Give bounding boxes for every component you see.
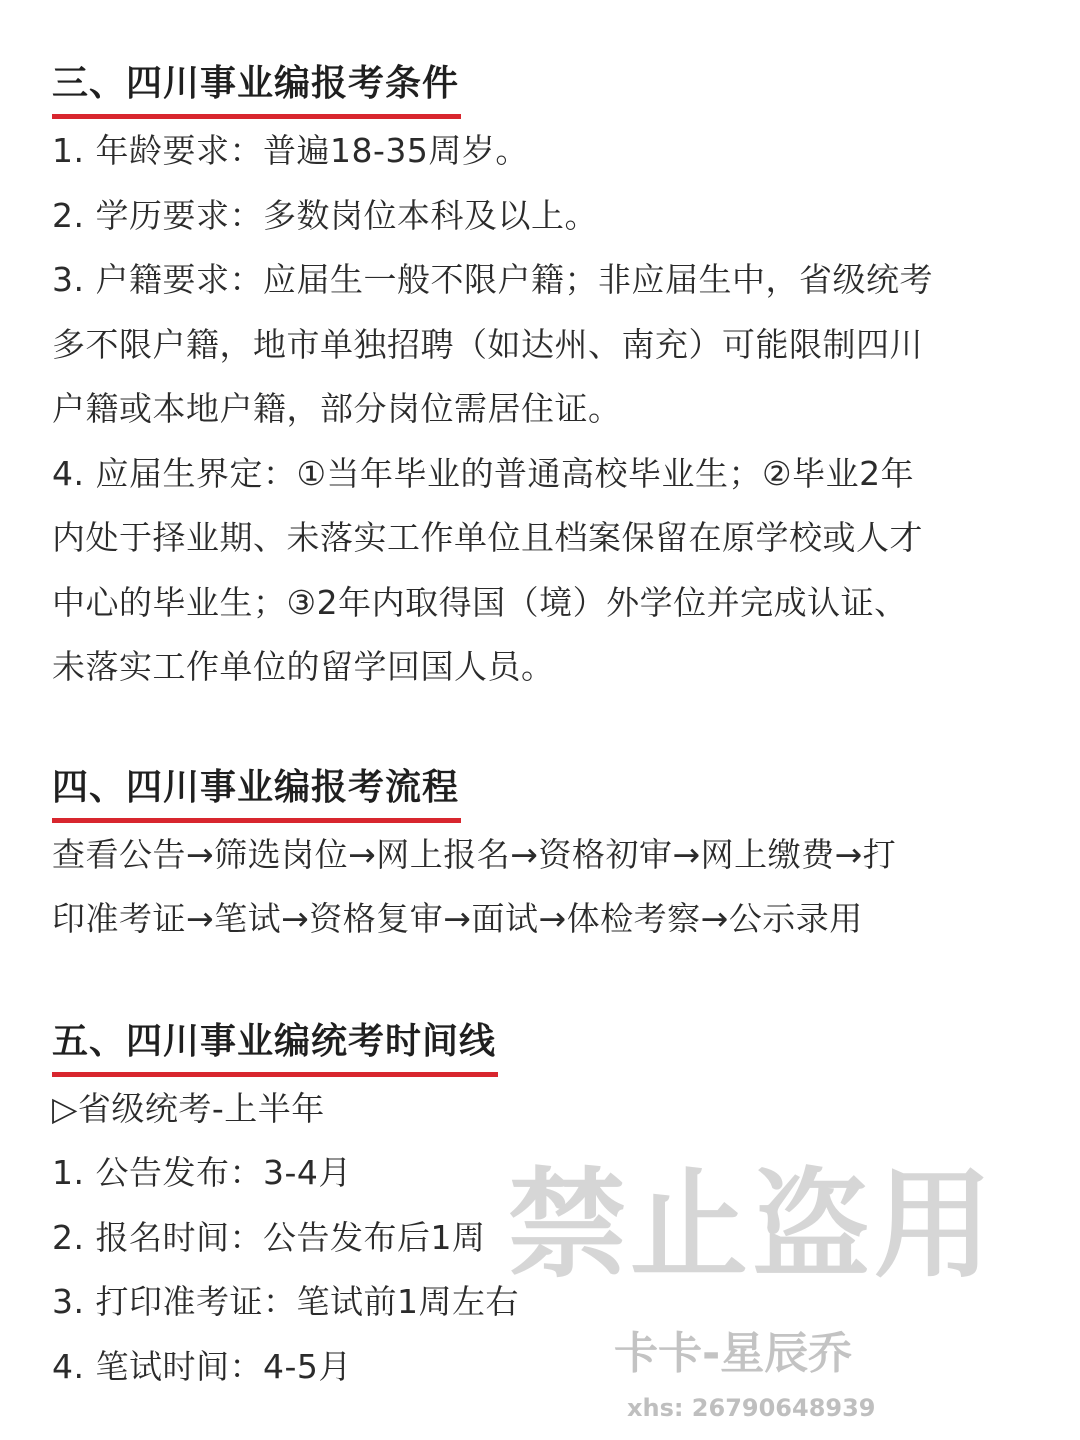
text-line: 未落实工作单位的留学回国人员。 [52,647,555,686]
spacer [52,952,1037,1012]
text-line: 印准考证→笔试→资格复审→面试→体检考察→公示录用 [52,899,863,938]
text-line: 1. 公告发布：3-4月 [52,1153,352,1192]
text-line: 多不限户籍，地市单独招聘（如达州、南充）可能限制四川 [52,324,923,364]
text-line: 查看公告→筛选岗位→网上报名→资格初审→网上缴费→打 [52,834,897,874]
text-line: 2. 学历要求：多数岗位本科及以上。 [52,195,598,235]
watermark-text: 禁止盗用 [508,1156,997,1294]
text-line: 内处于择业期、未落实工作单位且档案保留在原学校或人才 [52,518,923,557]
section-heading-process: 四、四川事业编报考流程 [52,758,461,823]
text-line: 4. 笔试时间：4-5月 [52,1346,352,1386]
text-line: 2. 报名时间：公告发布后1周 [52,1217,486,1257]
section-requirements [52,54,1037,700]
watermark-author: 卡卡-星辰乔 [614,1328,853,1379]
section-process [52,758,1037,952]
section-heading-requirements: 三、四川事业编报考条件 [52,54,461,119]
text-line: 3. 打印准考证：笔试前1周左右 [52,1282,519,1321]
spacer [52,700,1037,758]
section-heading-timeline: 五、四川事业编统考时间线 [52,1012,498,1077]
text-line: 户籍或本地户籍，部分岗位需居住证。 [52,389,622,428]
text-line: 1. 年龄要求：普遍18-35周岁。 [52,131,529,170]
text-line: ▷省级统考-上半年 [52,1088,325,1128]
text-line: 3. 户籍要求：应届生一般不限户籍；非应届生中，省级统考 [52,260,933,299]
watermark-id: xhs: 26790648939 [627,1394,876,1422]
text-line: 4. 应届生界定：①当年毕业的普通高校毕业生；②毕业2年 [52,453,915,493]
text-line: 中心的毕业生；③2年内取得国（境）外学位并完成认证、 [52,582,908,622]
